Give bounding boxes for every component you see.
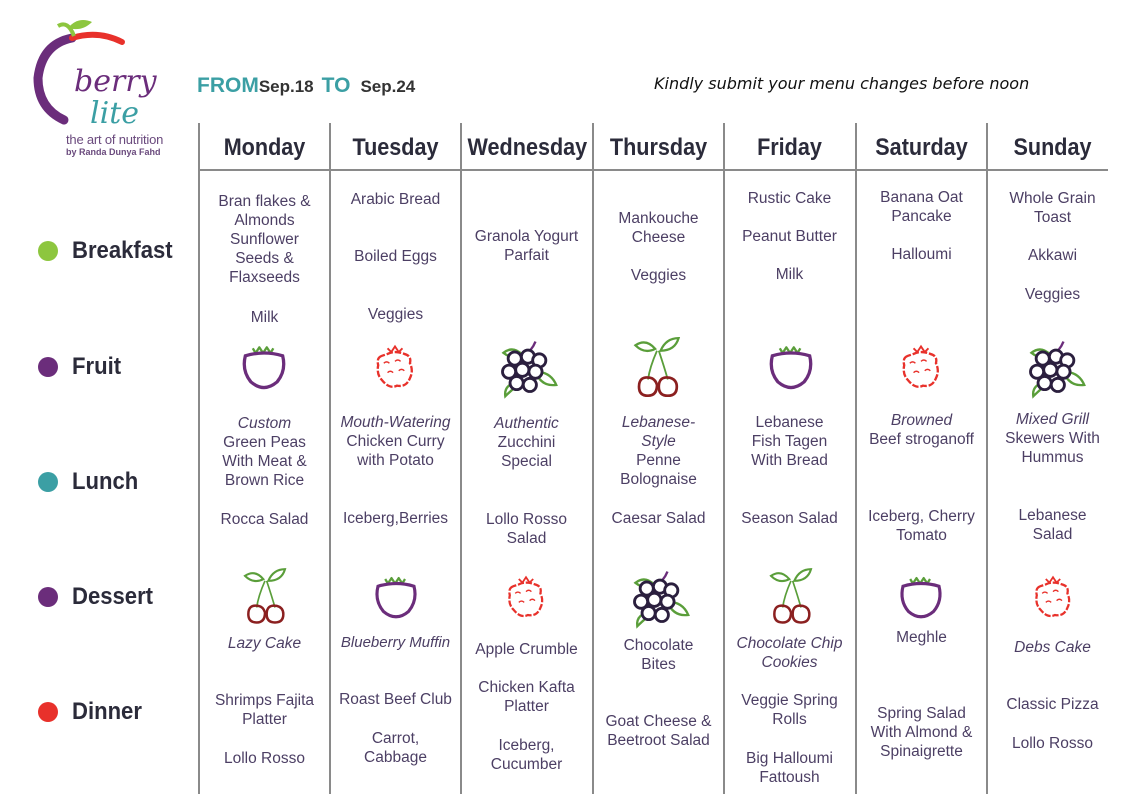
lunch-dish: Lebanese Fish Tagen With Bread <box>751 414 828 469</box>
raspberry-icon <box>1026 568 1080 626</box>
lunch-saturday-salad: Iceberg, Cherry Tomato <box>868 508 975 544</box>
lunch-friday-salad: Season Salad <box>741 510 838 527</box>
logo-byline: by Randa Dunya Fahd <box>66 147 161 157</box>
dinner-wednesday-a: Chicken Kafta Platter <box>478 679 575 715</box>
lunch-dish: Penne Bolognaise <box>620 452 697 488</box>
logo-word-berry: berry <box>74 64 157 99</box>
breakfast-sunday-c: Veggies <box>1024 286 1081 303</box>
dinner-monday-b: Lollo Rosso <box>224 750 305 767</box>
lunch-wednesday <box>461 414 592 471</box>
breakfast-wednesday-a: Granola Yogurt Parfait <box>474 228 579 264</box>
plum-icon <box>369 568 423 626</box>
breakfast-friday-a: Rustic Cake <box>747 190 832 207</box>
dinner-wednesday-b: Iceberg, Cucumber <box>490 737 563 773</box>
dinner-saturday-a: Spring Salad With Almond & Spinaigrette <box>870 705 973 760</box>
lunch-sunday-salad: Lebanese Salad <box>1018 507 1087 543</box>
breakfast-thursday-a: Mankouche Cheese <box>618 210 699 246</box>
breakfast-friday-c: Milk <box>775 266 804 283</box>
day-thursday: Thursday <box>609 134 708 161</box>
lunch-friday <box>724 413 855 470</box>
dessert-saturday: Meghle <box>896 629 947 646</box>
lunch-thursday <box>593 413 724 489</box>
dinner-friday-a: Veggie Spring Rolls <box>741 692 838 728</box>
dinner-tuesday-b: Carrot, Cabbage <box>364 730 427 766</box>
dessert-sunday: Debs Cake <box>1014 639 1091 656</box>
raspberry-icon <box>367 337 423 397</box>
day-saturday: Saturday <box>875 134 968 161</box>
day-friday: Friday <box>757 134 822 161</box>
lunch-dish: Chicken Curry with Potato <box>346 433 445 469</box>
lunch-dish: Beef stroganoff <box>869 431 974 448</box>
breakfast-sunday-b: Akkawi <box>1027 247 1078 264</box>
raspberry-icon <box>893 337 949 397</box>
lunch-wednesday-salad: Lollo Rosso Salad <box>486 511 567 547</box>
meal-dessert <box>38 582 160 612</box>
lunch-thursday-salad: Caesar Salad <box>611 510 706 527</box>
lunch-dish: Skewers With Hummus <box>1005 430 1100 466</box>
cherries-icon <box>630 332 684 400</box>
breakfast-tuesday-b: Boiled Eggs <box>354 248 437 265</box>
lunch-saturday <box>856 411 987 449</box>
fruit-dot <box>38 357 58 377</box>
grapes-icon <box>1022 334 1088 400</box>
lunch-tuesday <box>330 413 461 470</box>
grapes-icon <box>494 334 560 400</box>
dessert-thursday: Chocolate Bites <box>623 637 694 673</box>
breakfast-dot <box>38 241 58 261</box>
lunch-tuesday-salad: Iceberg,Berries <box>342 510 449 527</box>
lunch-style: Mouth-Watering <box>340 414 451 431</box>
breakfast-sunday-a: Whole Grain Toast <box>1009 190 1096 226</box>
breakfast-monday-drink: Milk <box>250 309 279 326</box>
dinner-friday-b: Big Halloumi Fattoush <box>745 750 833 786</box>
lunch-dish: Green Peas With Meat & Brown Rice <box>222 434 307 489</box>
cherries-icon <box>766 562 816 628</box>
breakfast-tuesday-a: Arabic Bread <box>350 191 441 208</box>
day-monday: Monday <box>223 134 306 161</box>
plum-icon <box>894 568 948 626</box>
meal-dinner <box>38 697 148 727</box>
logo-tagline: the art of nutrition <box>66 132 164 147</box>
date-range <box>197 74 415 98</box>
lunch-monday <box>199 414 330 490</box>
lunch-style: Mixed Grill <box>1015 411 1090 428</box>
meal-label: Dinner <box>72 698 142 725</box>
breakfast-monday-main: Bran flakes & Almonds Sunflower Seeds & Flaxseeds <box>218 193 311 286</box>
meal-breakfast <box>38 236 181 266</box>
dinner-thursday-a: Goat Cheese & Beetroot Salad <box>605 713 712 749</box>
dessert-dot <box>38 587 58 607</box>
dessert-monday: Lazy Cake <box>227 635 302 652</box>
meal-lunch <box>38 467 144 497</box>
cherries-icon <box>240 562 290 628</box>
header-divider <box>198 169 1108 171</box>
meal-fruit <box>38 352 125 382</box>
raspberry-icon <box>499 568 553 626</box>
breakfast-friday-b: Peanut Butter <box>742 228 837 245</box>
dessert-tuesday: Blueberry Muffin <box>340 634 451 651</box>
brand-logo <box>28 20 168 170</box>
breakfast-thursday-b: Veggies <box>630 267 687 284</box>
to-label: TO <box>321 74 351 97</box>
dinner-tuesday-a: Roast Beef Club <box>339 691 452 708</box>
lunch-sunday <box>987 410 1118 467</box>
meal-label: Lunch <box>72 468 139 495</box>
meal-label: Breakfast <box>72 237 173 264</box>
menu-change-notice: Kindly submit your menu changes before noon <box>654 74 1030 93</box>
breakfast-tuesday-c: Veggies <box>367 306 424 323</box>
dessert-friday: Chocolate Chip Cookies <box>736 635 843 671</box>
from-date: Sep.18 <box>258 77 314 96</box>
from-label: FROM <box>197 74 259 97</box>
dinner-monday-a: Shrimps Fajita Platter <box>214 692 315 728</box>
lunch-style: Custom <box>237 415 292 432</box>
lunch-style: Lebanese-Style <box>621 414 696 450</box>
day-tuesday: Tuesday <box>352 134 439 161</box>
lunch-dish: Zucchini Special <box>497 434 556 470</box>
logo-word-lite: lite <box>90 96 139 131</box>
lunch-dot <box>38 472 58 492</box>
meal-label: Fruit <box>72 353 122 380</box>
dessert-wednesday: Apple Crumble <box>475 641 578 658</box>
plum-icon <box>236 337 292 397</box>
plum-icon <box>763 337 819 397</box>
lunch-style: Browned <box>890 412 953 429</box>
lunch-monday-salad: Rocca Salad <box>220 511 309 528</box>
day-wednesday: Wednesday <box>467 134 588 161</box>
day-sunday: Sunday <box>1013 134 1092 161</box>
dinner-sunday-b: Lollo Rosso <box>1012 735 1093 752</box>
breakfast-saturday-b: Halloumi <box>891 246 952 263</box>
dinner-sunday-a: Classic Pizza <box>1006 696 1099 713</box>
dinner-dot <box>38 702 58 722</box>
grapes-icon <box>626 564 692 630</box>
lunch-style: Authentic <box>494 415 559 432</box>
to-date: Sep.24 <box>360 77 416 96</box>
meal-label: Dessert <box>72 583 154 610</box>
breakfast-saturday-a: Banana Oat Pancake <box>880 189 963 225</box>
